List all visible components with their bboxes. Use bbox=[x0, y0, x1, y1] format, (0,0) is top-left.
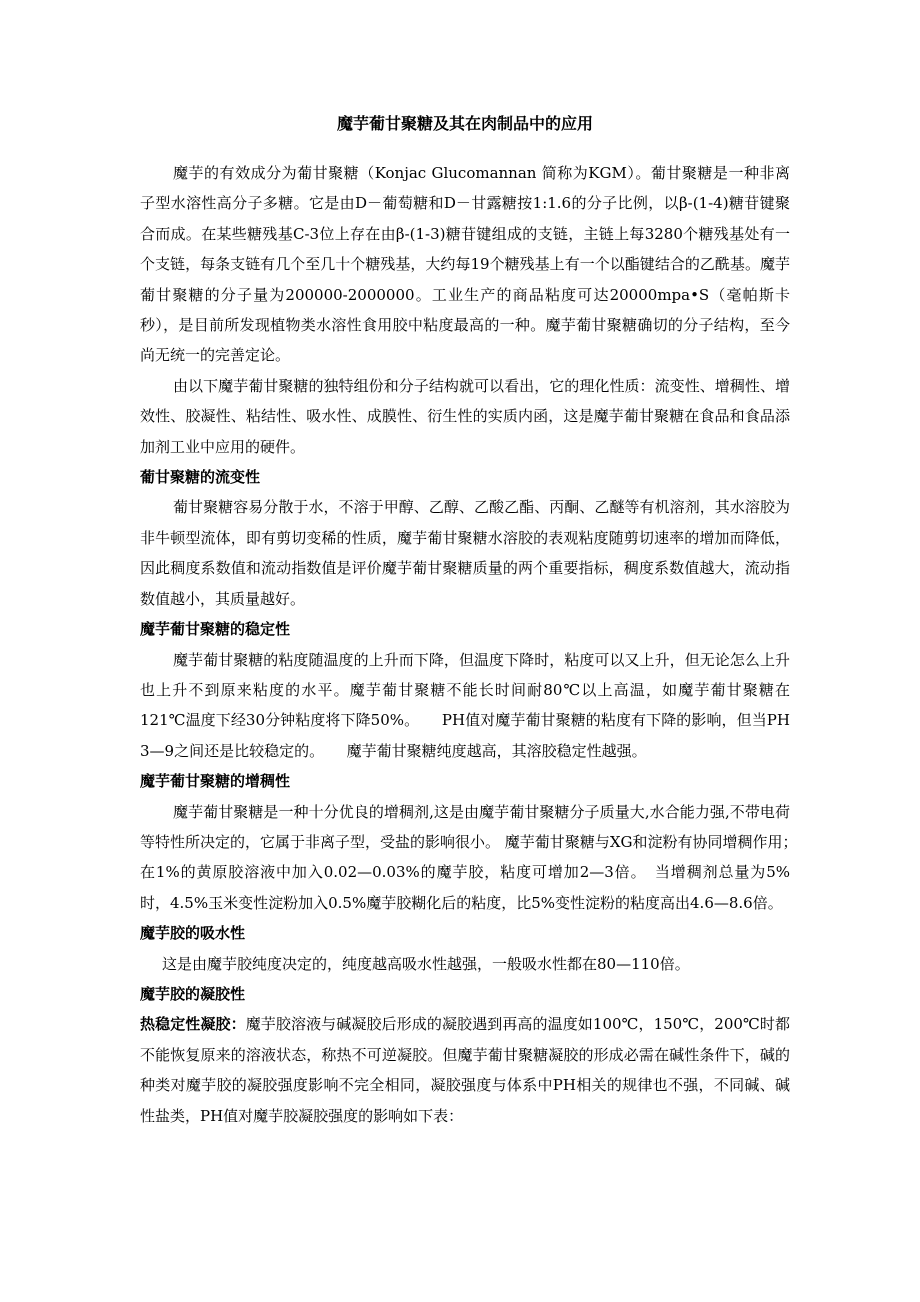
section-heading-gelling: 魔芋胶的凝胶性 bbox=[140, 984, 246, 1003]
section-heading-thickening: 魔芋葡甘聚糖的增稠性 bbox=[140, 772, 291, 791]
section-heading-water-absorption: 魔芋胶的吸水性 bbox=[140, 924, 246, 943]
section-text-rheology: 葡甘聚糖容易分散于水，不溶于甲醇、乙醇、乙酸乙酯、丙酮、乙醚等有机溶剂，其水溶胶为非牛顿型流体，即有剪切变稀的性质，魔芋葡甘聚糖水溶胶的表观粘度随剪切速率的增加而降低，因此稠度系数值和流动指数值是评价魔芋葡甘聚糖质量的两个重要指标，稠度系数值越大，流动指数值越小，其质量越好。 bbox=[140, 498, 790, 608]
intro-paragraph-2: 由以下魔芋葡甘聚糖的独特组份和分子结构就可以看出，它的理化性质：流变性、增稠性、增效性、胶凝性、粘结性、吸水性、成膜性、衍生性的实质内函，这是魔芋葡甘聚糖在食品和食品添加剂工业中应用的硬件。 bbox=[140, 376, 790, 456]
section-text-gelling bbox=[140, 1009, 790, 1131]
section-text-thickening: 魔芋葡甘聚糖是一种十分优良的增稠剂,这是由魔芋葡甘聚糖分子质量大,水合能力强,不带电荷等特性所决定的，它属于非离子型，受盐的影响很小。 魔芋葡甘聚糖与XG和淀粉有协同增稠作用； 在1%的黄原胶溶液中加入0.02—0.03%的魔芋胶，粘度可增加2—3倍。 当增稠剂总量为5%时，4.5%玉米变性淀粉加入0.5%魔芋胶糊化后的粘度，比5%变性淀粉的粘度高出4.6—8.6倍。 bbox=[140, 802, 806, 912]
term-thermostable-gel: 热稳定性凝胶： bbox=[140, 1015, 246, 1034]
section-text-water-absorption: 这是由魔芋胶纯度决定的，纯度越高吸水性越强，一般吸水性都在80—110倍。 bbox=[162, 954, 690, 973]
section-text-stability: 魔芋葡甘聚糖的粘度随温度的上升而下降，但温度下降时，粘度可以又上升，但无论怎么上升也上升不到原来粘度的水平。魔芋葡甘聚糖不能长时间耐80℃以上高温，如魔芋葡甘聚糖在121℃温度下经30分钟粘度将下降50%。 PH值对魔芋葡甘聚糖的粘度有下降的影响，但当PH 3—9之间还是比较稳定的。 魔芋葡甘聚糖纯度越高，其溶胶稳定性越强。 bbox=[140, 650, 790, 760]
document-body bbox=[140, 108, 806, 1131]
section-heading-rheology: 葡甘聚糖的流变性 bbox=[140, 468, 261, 487]
document-title: 魔芋葡甘聚糖及其在肉制品中的应用 bbox=[336, 114, 593, 133]
section-heading-stability: 魔芋葡甘聚糖的稳定性 bbox=[140, 620, 291, 639]
gelling-description: 魔芋胶溶液与碱凝胶后形成的凝胶遇到再高的温度如100℃，150℃，200℃时都不能恢复原来的溶液状态，称热不可逆凝胶。但魔芋葡甘聚糖凝胶的形成必需在碱性条件下，碱的种类对魔芋胶的凝胶强度影响不完全相同，凝胶强度与体系中PH相关的规律也不强，不同碱、碱性盐类，PH值对魔芋胶凝胶强度的影响如下表： bbox=[140, 1015, 790, 1125]
intro-paragraph-1: 魔芋的有效成分为葡甘聚糖（Konjac Glucomannan 简称为KGM）。葡甘聚糖是一种非离子型水溶性高分子多糖。它是由D－葡萄糖和D－甘露糖按1:1.6的分子比例，以β-(1-4)糖苷键聚合而成。在某些糖残基C-3位上存在由β-(1-3)糖苷键组成的支链，主链上每3280个糖残基处有一个支链，每条支链有几个至几十个糖残基，大约每19个糖残基上有一个以酯键结合的乙酰基。魔芋葡甘聚糖的分子量为200000-2000000。工业生产的商品粘度可达20000mpa•S（毫帕斯卡秒），是目前所发现植物类水溶性食用胶中粘度最高的一种。魔芋葡甘聚糖确切的分子结构，至今尚无统一的完善定论。 bbox=[140, 164, 790, 365]
